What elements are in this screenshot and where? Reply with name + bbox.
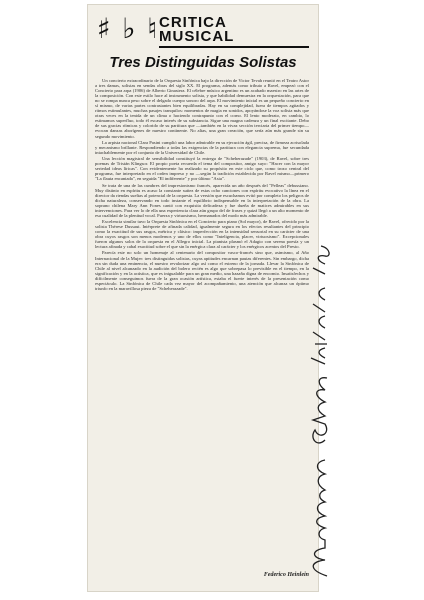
paragraph: La arpista nacional Clara Pasini cumplió una labor admirable en su ejecución ágil, precisa, de firmeza acrisolada y mecanismo brillante. Respondiendo a todas las exigencias de la partitura con elegancia suprema, fue secundada intachablemente por el conjunto de la Universidad de Chile. [95,139,309,155]
section-header [95,12,311,52]
handwritten-annotation [303,240,337,580]
paragraph: Una lección magistral de sensibilidad constituyó la entrega de "Scheherazade" (1903), de Ravel, sobre tres poemas de Tristán Klingsor. El propio poeta recuerda el tema del compositor, amigo suyo: "Hacer con la mayor seriedad ideas líricas". Con evidentemente ha realizado su propósito en este ciclo que, como trozo central del programa, fue interpretado en el orden impreso y no —según la tradición establecida por Ravel mismo—primero "La flauta encantada", en seguida "El indiferente" y por último "Asia". [95,156,309,182]
article-body [95,78,309,556]
section-rule [159,46,309,48]
section-title-line1: CRITICA [159,14,227,31]
article-byline: Federico Heinlein [263,572,309,578]
music-symbols-logo: ♯ ♭ ♮ [97,12,159,45]
paragraph: Un concierto extraordinario de la Orquesta Sinfónica bajo la dirección de Victor Tevah reunió en el Teatro Astor a tres damas, solistas en sendas obras del siglo XX. El programa, además como tributo a Ravel, empezó con el Concierto para arpa (1906) de Alberto Ginastera. El célebre músico argentino es un acabado maestro en las artes de la composición. Con este estilo hace al instrumento solista, y que habilidad demuestra en la orquestación, para que no se rompa nunca peso sobre el delgado cuerpo sonoro del arpa. El movimiento inicial es un pequeño concierto en sí mismo, de varias partes contrastantes bien equilibradas. Hay en su complejidad, fuera de tiempos agitados y ritmos estimulantes, muchas pasajes tranquilos: momentos de magia en sonidos, apoyándose la voz solista más que otras veces en la tenida de un clima o haciendo contrapunto con el corno. El lento moderato, en cambio, lo estimamos superfluo, todo él escaso interés de su substancia. Sigue una magna cadenza y un final excitante. Debo de sus gracias rítmicas y colorido de su partitura que —también en la vivaz sección terciaria del primer tiempo— evocan danzas aborígenes de nuestro continente. No altas, una gran creación, que sería aún más grande sin su segundo movimiento. [95,78,309,139]
newspaper-clipping [87,4,319,592]
paragraph: Excelencia similar tuvo la Orquesta Sinfónica en el Concierto para piano (Sol mayor), de Ravel, ofrecido por la solista Thérese Dussaut. Intérprete de afinada calidad, igualmente segura en los efectos resultantes del principio como la exactitud de sus rasgos, métrica y clásico: imperfección en la intensidad sensorial en su carácter de una obra cuyos rasgos son menos modernos y uno de ellos como "Inteligencia, placer, virtuosismo". Excepcionales fueron algunos solos de la orquesta en el Allegro inicial. La pianista plasmó el Adagio con serena poesía y un lectura afinada y cabal exactitud sobre el que sin la enérgica clara al carácter y los enérgicos acentos del Presto. [95,219,309,250]
paragraph: Parecía este no solo un homenaje al centenario del compositor vasco-francés sino que, asimismo, al Año Internacional de la Mujer: tres distinguidas solistas, cuyas aptitudes encarnan pautas diferentes. Sin embargo, dicha era sin duda una eminencia, el nuestro revalorizar algo así como el estreno de la jornada. Llevar la Sinfónica de Chile al nivel alcanzado en la audición del bolero recién es algo que sobrepasa lo previsible en el tiempo, en la significación y en la acústica, que es inigualable para un gran medio, una hazaña digna de encomio. Insatisfechos y difícilmente conseguimos fuera de la gran ocasión artística, estaba el fuerte interés de la presentación como espectáculo. La Sinfónica de Chile cada vez mayor del acompañamiento, una atención que alcanza un óptimo triunfo en la maravillosa pieza de "Scheherazade". [95,250,309,291]
section-title [159,16,234,44]
article-headline: Tres Distinguidas Solistas [109,54,297,71]
paragraph: Se trata de una de las cumbres del impresionismo francés, aparecida un año después del "Pelleas" debussiano. Muy distinto en espíritu es acaso la constante suttez de estas ocho canciones con espíritu evocativo la línea en el director da riendas sueltas al potencial de la orquesta. La versión que escuchamos evitó por completo los peligros de dicha naturaleza, conservando en todo instante el equilibrio indispensable en la interpretación de la obra. La soprano chilena Mary Ann Fones cantó con exquisita delicadeza y fue dueña de matices admirables en sus intervenciones. Para ver lo de ella una experiencia clara aún grupo del de frases y quizá llegó a un alto momento de esa cualidad de la plenitud vocal. Fuerza y virtuosismo, hermanados del modo más admirable. [95,182,309,218]
handwriting-svg [303,240,337,580]
section-title-line2: MUSICAL [159,28,235,45]
